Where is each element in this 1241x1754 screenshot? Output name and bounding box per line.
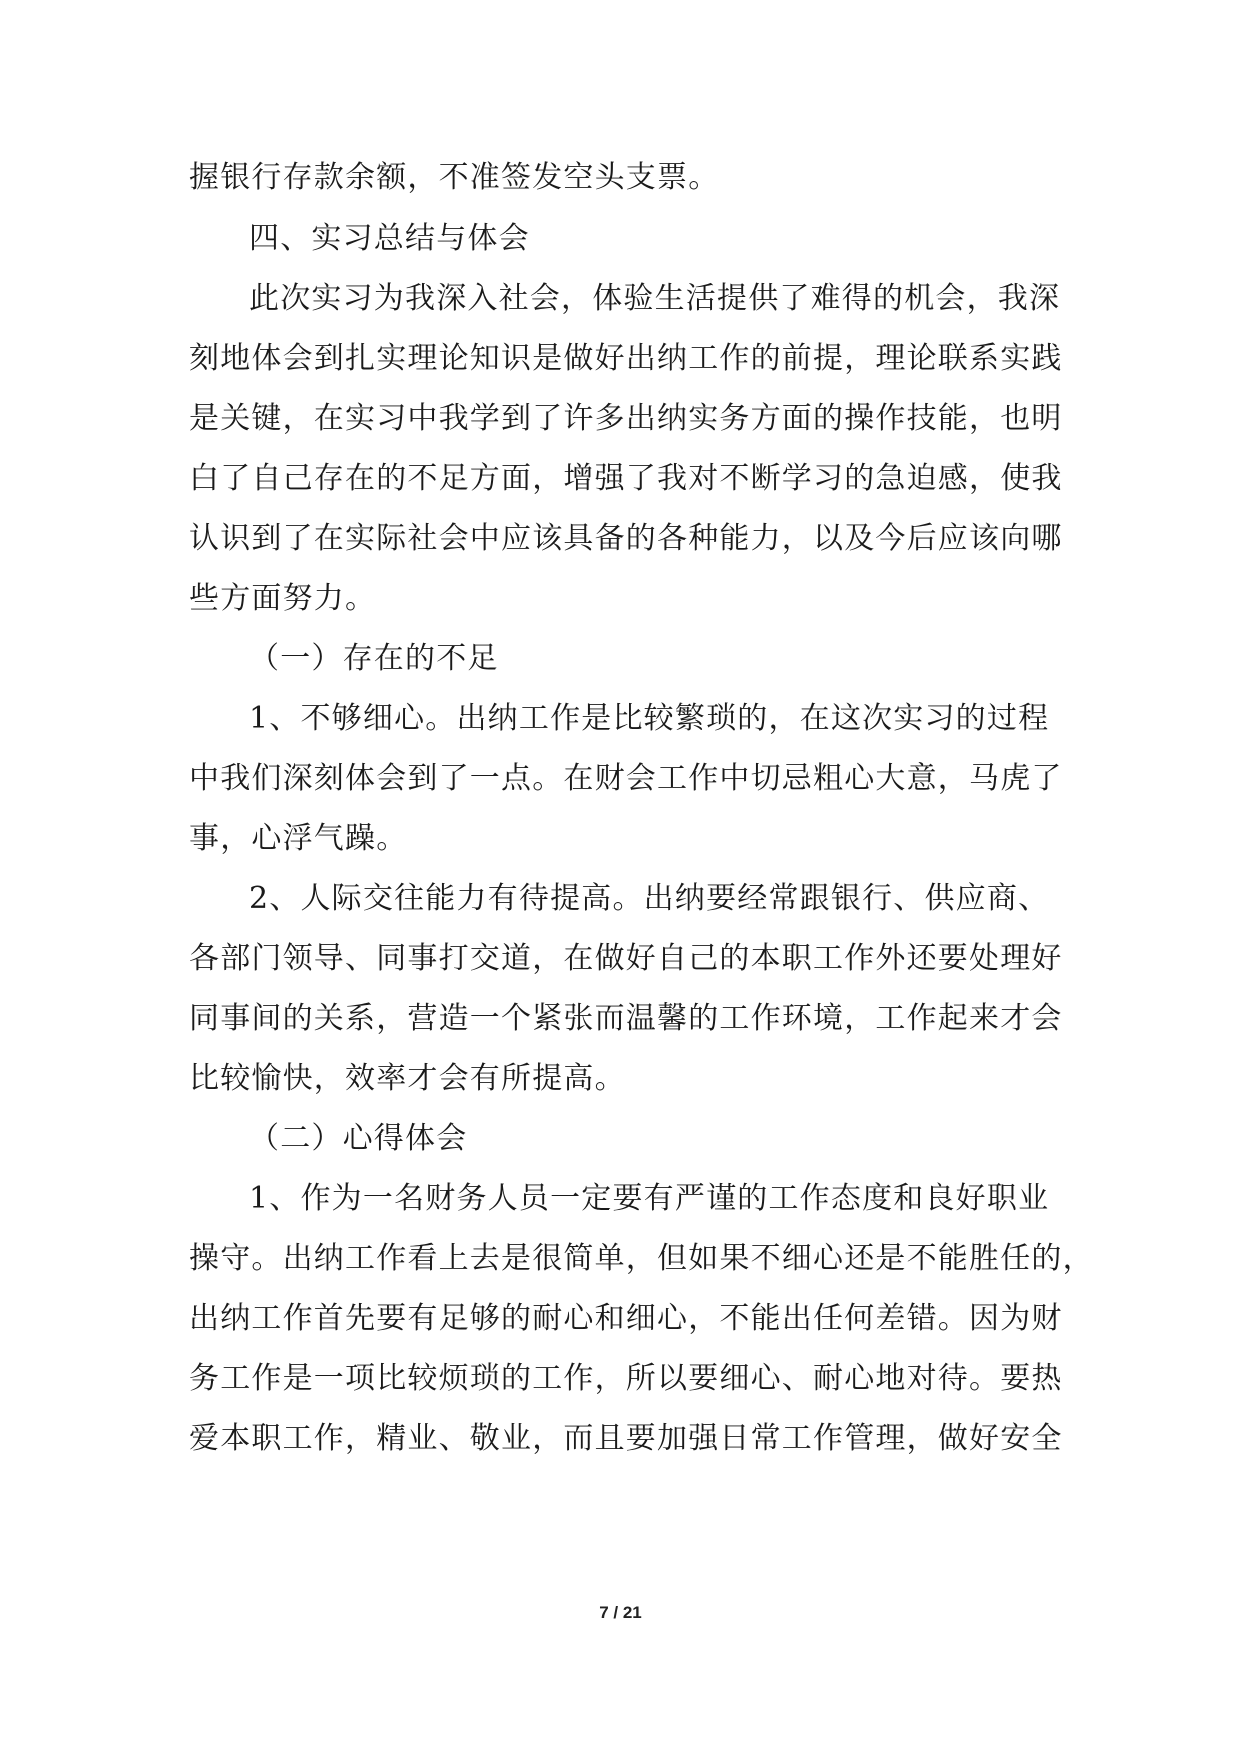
subsection-heading: （一）存在的不足: [249, 641, 499, 676]
paragraph-line: 握银行存款余额，不准签发空头支票。: [189, 160, 720, 195]
paragraph-line: 务工作是一项比较烦琐的工作，所以要细心、耐心地对待。要热: [189, 1361, 1063, 1396]
paragraph-line: 2、人际交往能力有待提高。出纳要经常跟银行、供应商、: [249, 881, 1050, 916]
subsection-heading: （二）心得体会: [249, 1121, 468, 1156]
paragraph-line: 刻地体会到扎实理论知识是做好出纳工作的前提，理论联系实践: [189, 341, 1063, 376]
paragraph-line: 爱本职工作，精业、敬业，而且要加强日常工作管理，做好安全: [189, 1421, 1063, 1456]
paragraph-line: 同事间的关系，营造一个紧张而温馨的工作环境，工作起来才会: [189, 1001, 1063, 1036]
paragraph-line: 是关键，在实习中我学到了许多出纳实务方面的操作技能，也明: [189, 401, 1063, 436]
paragraph-line: 事，心浮气躁。: [189, 821, 408, 856]
paragraph-line: 1、作为一名财务人员一定要有严谨的工作态度和良好职业: [249, 1181, 1050, 1216]
paragraph-line: 操守。出纳工作看上去是很简单，但如果不细心还是不能胜任的，: [189, 1241, 1094, 1276]
paragraph-line: 认识到了在实际社会中应该具备的各种能力，以及今后应该向哪: [189, 521, 1063, 556]
paragraph-line: 比较愉快，效率才会有所提高。: [189, 1061, 626, 1096]
paragraph-line: 此次实习为我深入社会，体验生活提供了难得的机会，我深: [249, 281, 1061, 316]
paragraph-line: 各部门领导、同事打交道，在做好自己的本职工作外还要处理好: [189, 941, 1063, 976]
paragraph-line: 些方面努力。: [189, 581, 377, 616]
section-heading: 四、实习总结与体会: [249, 221, 530, 256]
paragraph-line: 中我们深刻体会到了一点。在财会工作中切忌粗心大意，马虎了: [189, 761, 1063, 796]
paragraph-line: 白了自己存在的不足方面，增强了我对不断学习的急迫感，使我: [189, 461, 1063, 496]
paragraph-line: 1、不够细心。出纳工作是比较繁琐的，在这次实习的过程: [249, 701, 1050, 736]
page-number: 7 / 21: [599, 1603, 642, 1622]
paragraph-line: 出纳工作首先要有足够的耐心和细心，不能出任何差错。因为财: [189, 1301, 1063, 1336]
